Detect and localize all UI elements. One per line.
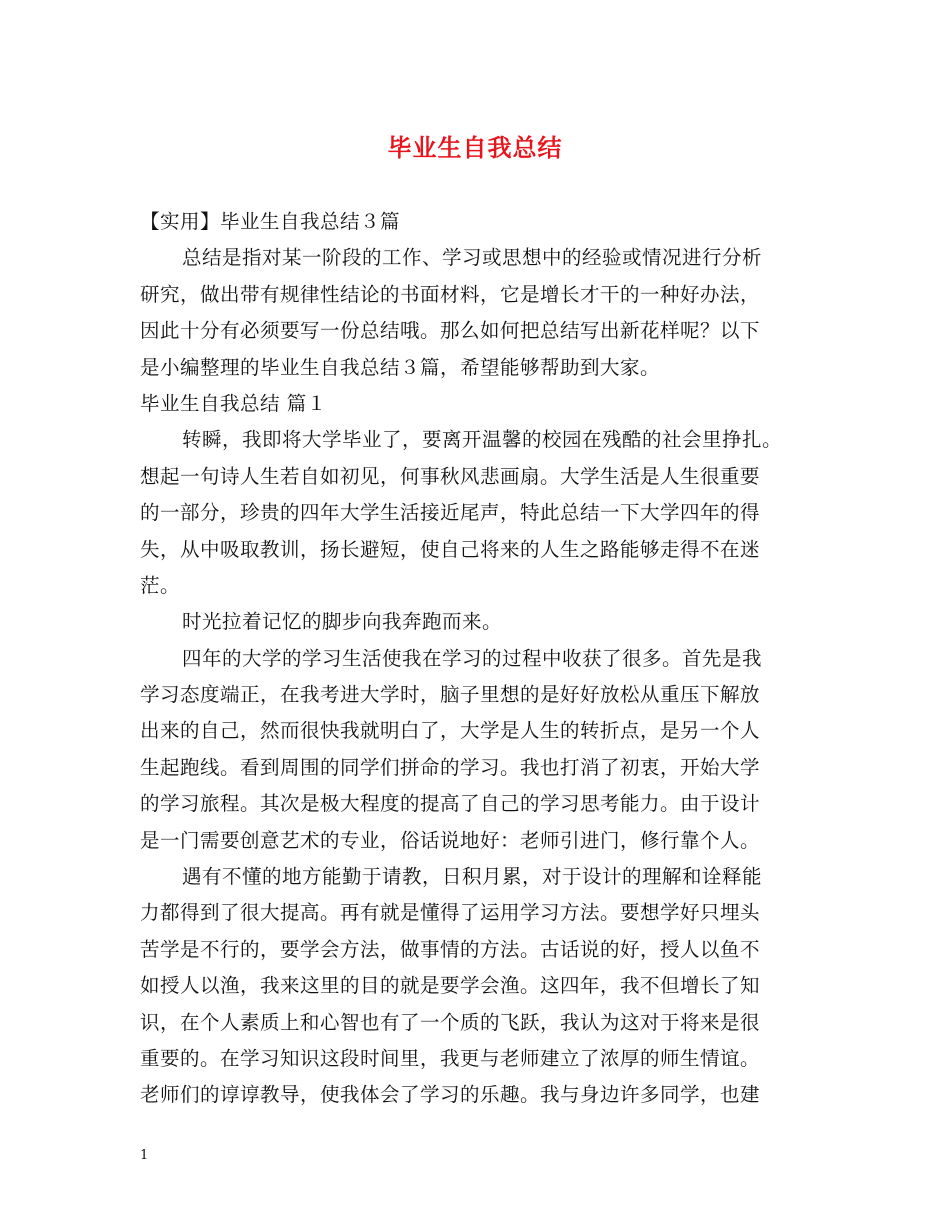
text-line: 识，在个人素质上和心智也有了一个质的飞跃，我认为这对于将来是很 [140, 1010, 761, 1034]
text-line: 苦学是不行的，要学会方法，做事情的方法。古话说的好，授人以鱼不 [140, 937, 761, 961]
text-line: 重要的。在学习知识这段时间里，我更与老师建立了浓厚的师生情谊。 [140, 1046, 761, 1070]
page-number: 1 [140, 1148, 149, 1163]
text-line: 力都得到了很大提高。再有就是懂得了运用学习方法。要想学好只埋头 [140, 901, 761, 925]
text-line: 研究，做出带有规律性结论的书面材料，它是增长才干的一种好办法， [140, 282, 761, 306]
text-line: 的一部分，珍贵的四年大学生活接近尾声，特此总结一下大学四年的得 [140, 501, 761, 525]
text-line: 茫。 [140, 573, 181, 597]
text-line: 想起一句诗人生若自如初见，何事秋风悲画扇。大学生活是人生很重要 [140, 464, 761, 488]
text-line: 是小编整理的毕业生自我总结３篇，希望能够帮助到大家。 [140, 355, 661, 379]
text-line: 老师们的谆谆教导，使我体会了学习的乐趣。我与身边许多同学，也建 [140, 1083, 761, 1107]
text-line: 如授人以渔，我来这里的目的就是要学会渔。这四年，我不但增长了知 [140, 974, 761, 998]
text-line: 毕业生自我总结 篇１ [140, 391, 327, 415]
document-body [140, 204, 830, 1114]
text-line: 失，从中吸取教训，扬长避短，使自己将来的人生之路能够走得不在迷 [140, 537, 761, 561]
text-line: 的学习旅程。其次是极大程度的提高了自己的学习思考能力。由于设计 [140, 792, 761, 816]
text-line: 遇有不懂的地方能勤于请教，日积月累，对于设计的理解和诠释能 [182, 865, 763, 889]
document-title: 毕业生自我总结 [387, 133, 563, 162]
body-text [140, 240, 830, 1113]
text-line: 四年的大学的学习生活使我在学习的过程中收获了很多。首先是我 [182, 646, 763, 670]
text-line: 出来的自己，然而很快我就明白了，大学是人生的转折点，是另一个人 [140, 719, 761, 743]
text-line: 总结是指对某一阶段的工作、学习或思想中的经验或情况进行分析 [182, 246, 763, 270]
text-line: 因此十分有必须要写一份总结哦。那么如何把总结写出新花样呢？以下 [140, 319, 761, 343]
text-line: 转瞬，我即将大学毕业了，要离开温馨的校园在残酷的社会里挣扎。 [182, 428, 783, 452]
document-subtitle: 【实用】毕业生自我总结３篇 [140, 210, 401, 233]
text-line: 生起跑线。看到周围的同学们拼命的学习。我也打消了初衷，开始大学 [140, 755, 761, 779]
text-line: 时光拉着记忆的脚步向我奔跑而来。 [182, 610, 503, 634]
text-line: 学习态度端正，在我考进大学时，脑子里想的是好好放松从重压下解放 [140, 683, 761, 707]
text-line: 是一门需要创意艺术的专业，俗话说地好：老师引进门，修行靠个人。 [140, 828, 761, 852]
